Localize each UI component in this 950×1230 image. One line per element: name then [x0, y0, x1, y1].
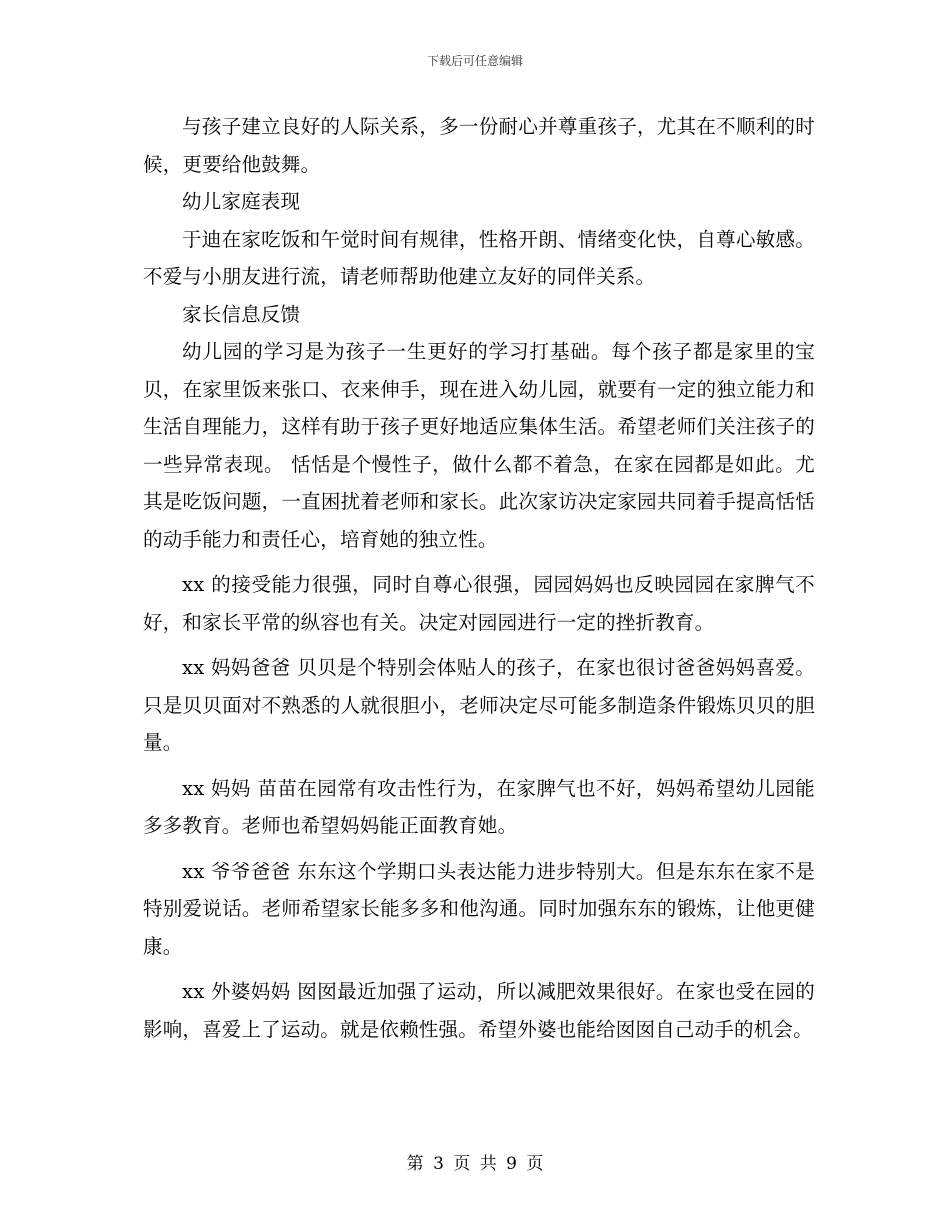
paragraph-3: 于迪在家吃饭和午觉时间有规律，性格开朗、情绪变化快，自尊心敏感。不爱与小朋友进行流，请老师帮助他建立友好的同伴关系。 — [143, 227, 815, 288]
page-number: 第 3 页 共 9 页 — [406, 1154, 544, 1174]
paragraph-9: xx 爷爷爸爸 东东这个学期口头表达能力进步特别大。但是东东在家不是特别爱说话。老师希望家长能多多和他沟通。同时加强东东的锻炼，让他更健康。 — [143, 859, 815, 958]
section-heading-parent-feedback: 家长信息反馈 — [182, 302, 301, 326]
page-header: 下载后可任意编辑 — [426, 54, 523, 68]
paragraph-10: xx 外婆妈妈 囡囡最近加强了运动，所以减肥效果很好。在家也受在园的影响，喜爱上了运动。就是依赖性强。希望外婆也能给囡囡自己动手的机会。 — [143, 980, 815, 1041]
paragraph-8: xx 妈妈 苗苗在园常有攻击性行为，在家脾气也不好，妈妈希望幼儿园能多多教育。老师也希望妈妈能正面教育她。 — [143, 776, 815, 837]
paragraph-7: xx 妈妈爸爸 贝贝是个特别会体贴人的孩子，在家也很讨爸爸妈妈喜爱。只是贝贝面对不熟悉的人就很胆小，老师决定尽可能多制造条件锻炼贝贝的胆量。 — [143, 656, 815, 754]
section-heading-family-performance: 幼儿家庭表现 — [182, 190, 301, 213]
paragraph-5: 幼儿园的学习是为孩子一生更好的学习打基础。每个孩子都是家里的宝贝，在家里饭来张口、衣来伸手，现在进入幼儿园，就要有一定的独立能力和生活自理能力，这样有助于孩子更好地适应集体生活。希望老师们关注孩子的一些异常表现。 恬恬是个慢性子，做什么都不着急，在家在园都是如此。尤其是吃饭问题，一直困扰着老师和家长。此次家访决定家园共同着手提高恬恬的动手能力和责任心，培育她的独立性。 — [143, 340, 815, 551]
document-body — [143, 108, 815, 1048]
paragraph-1: 与孩子建立良好的人际关系，多一份耐心并尊重孩子，尤其在不顺利的时候，更要给他鼓舞。 — [143, 115, 815, 176]
paragraph-6: xx 的接受能力很强，同时自尊心很强，园园妈妈也反映园园在家脾气不好，和家长平常的纵容也有关。决定对园园进行一定的挫折教育。 — [143, 573, 815, 634]
